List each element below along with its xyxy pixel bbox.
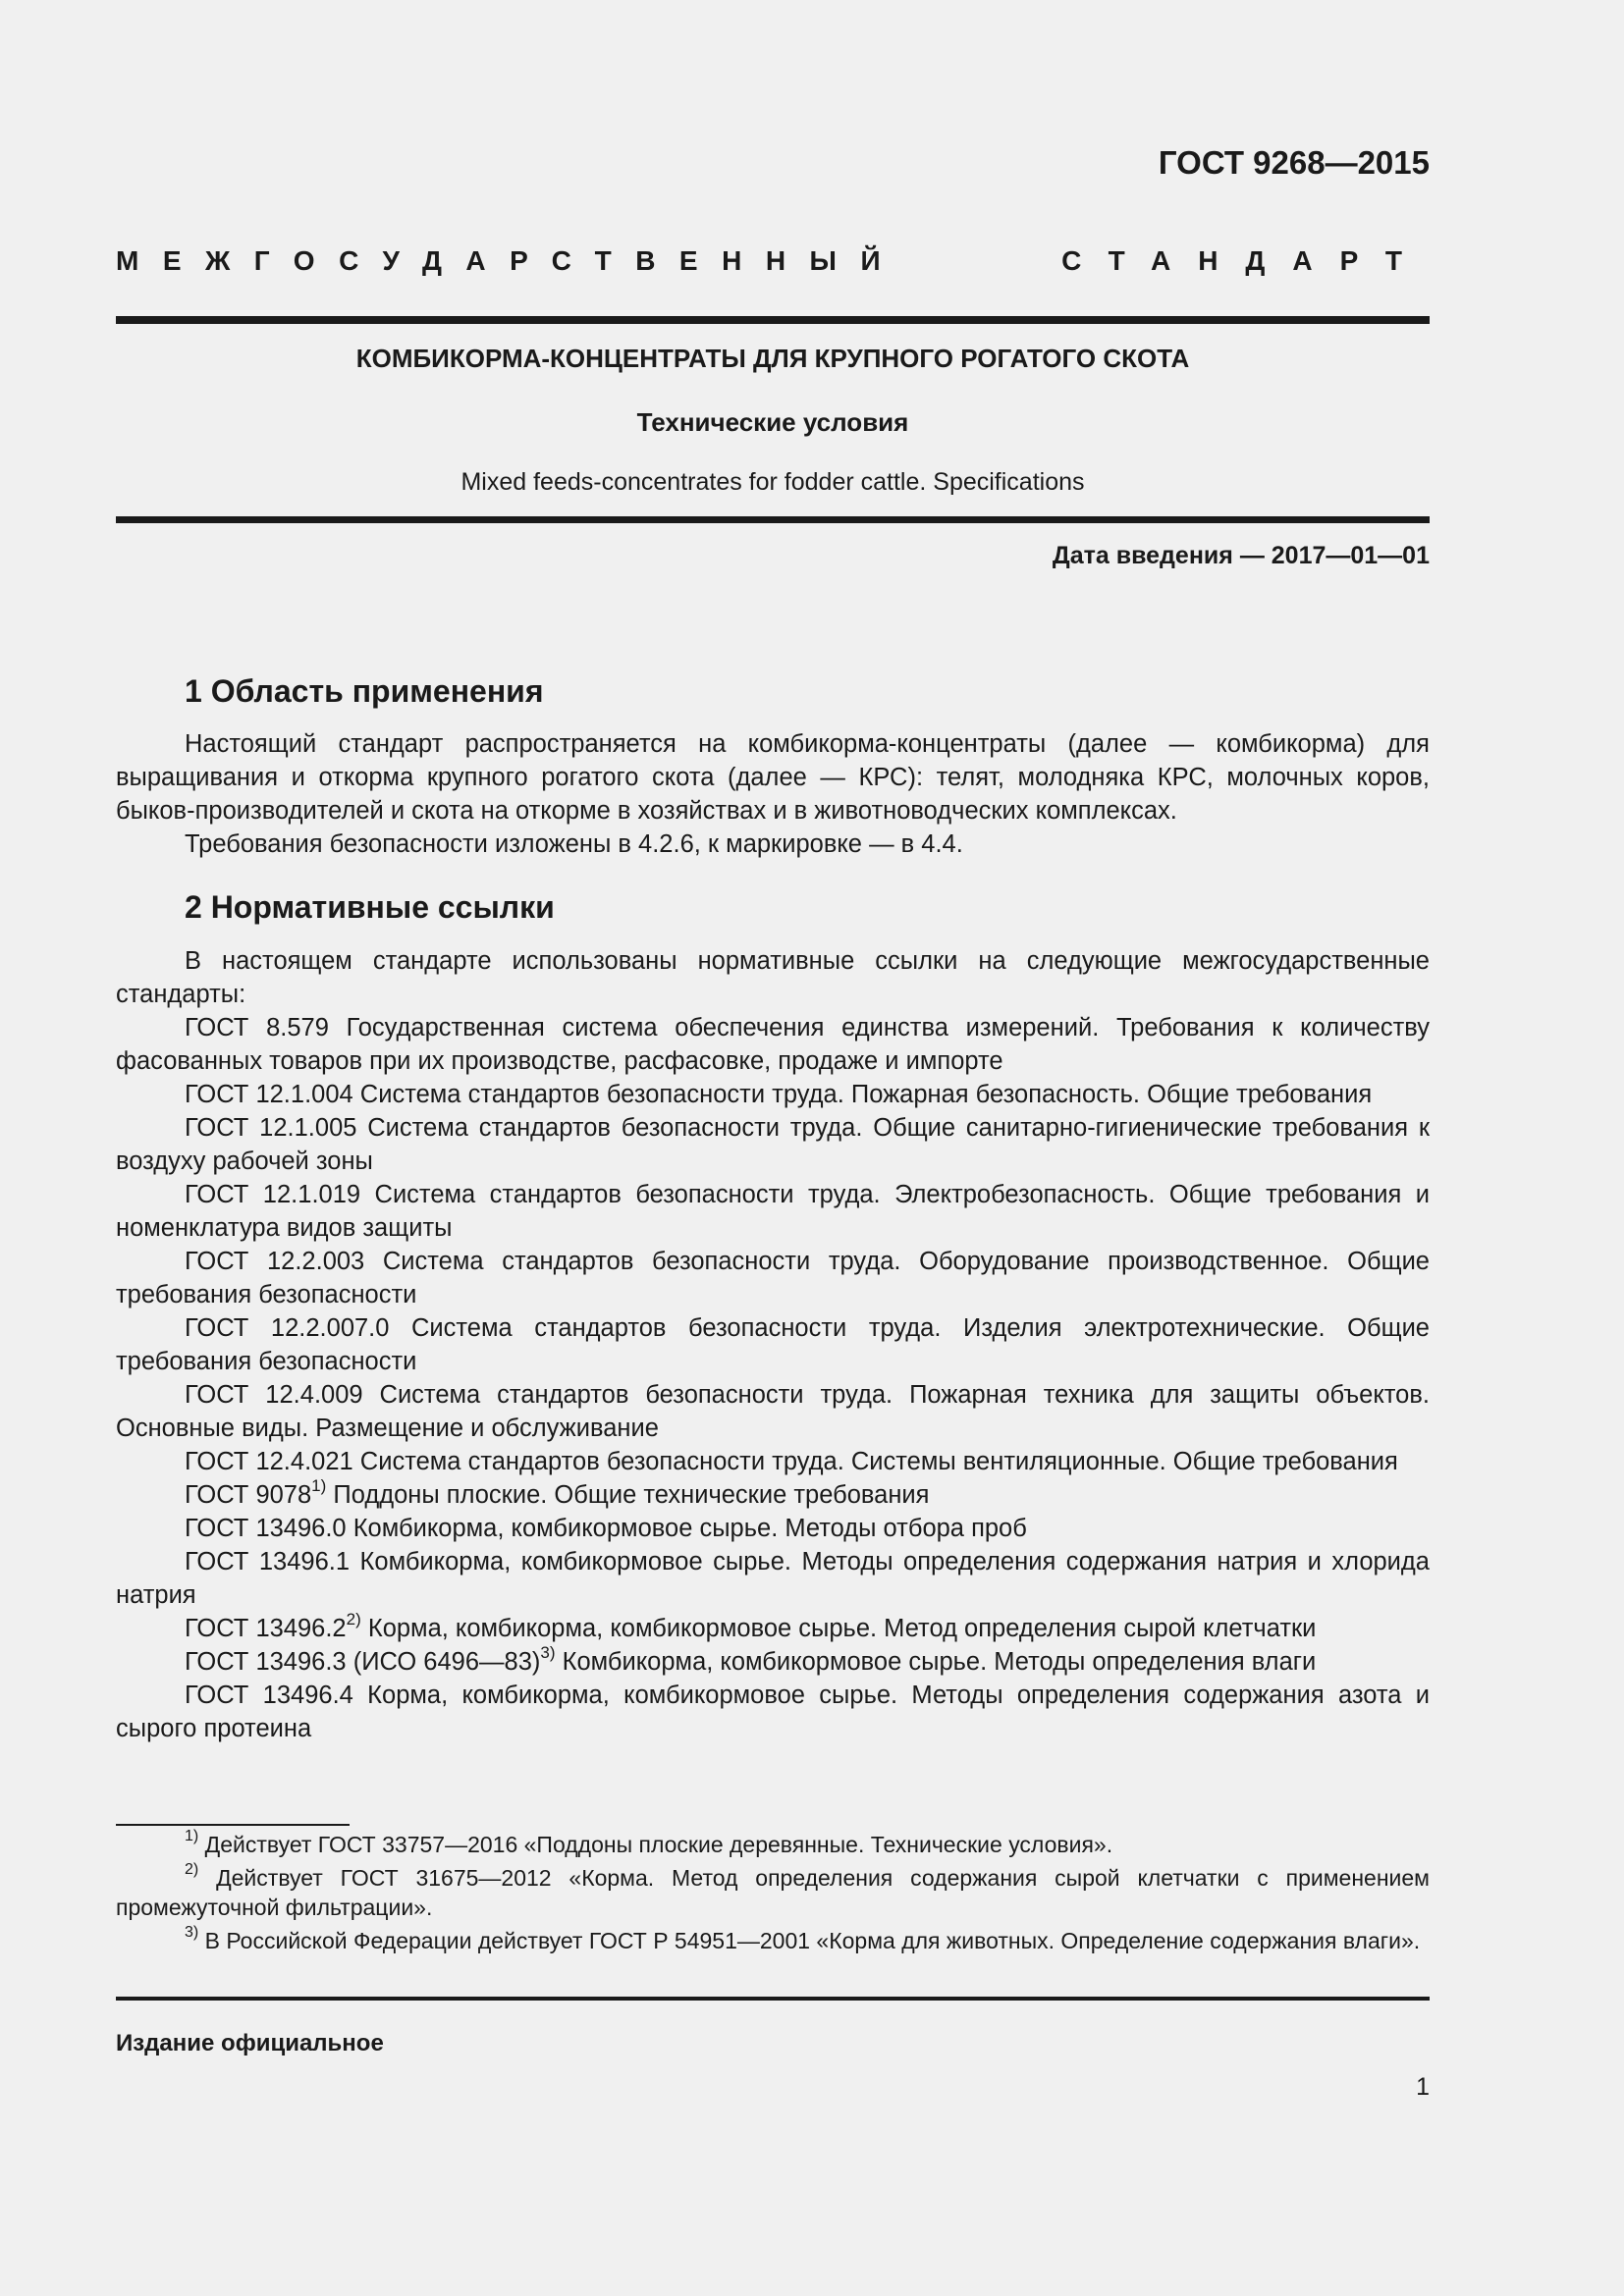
reference-item [116, 1642, 1430, 1679]
footnote-text: Действует ГОСТ 31675—2012 «Корма. Метод определения содержания сырой клетчатки с применением промежуточной фильтрации». [116, 1865, 1430, 1920]
title-bottom-rule [116, 516, 1430, 523]
reference-item [116, 1475, 1430, 1512]
references-intro: В настоящем стандарте использованы нормативные ссылки на следующие межгосударственные стандарты: [116, 947, 1430, 1008]
standard-code: ГОСТ 9268—2015 [1158, 144, 1430, 181]
footnote-mark: 2) [185, 1861, 199, 1879]
reference-title: Корма, комбикорма, комбикормовое сырье. Метод определения сырой клетчатки [360, 1615, 1317, 1642]
reference-item: ГОСТ 8.579 Государственная система обеспечения единства измерений. Требования к количеству фасованных товаров при их производстве, расфасовке, продаже и импорте [116, 1014, 1430, 1075]
reference-code: ГОСТ 13496.2 [185, 1615, 347, 1642]
section-1-paragraph: Требования безопасности изложены в 4.2.6, к маркировке — в 4.4. [185, 830, 963, 858]
footnote-separator [116, 1824, 350, 1826]
footnote [116, 1863, 1430, 1922]
reference-item: ГОСТ 12.1.004 Система стандартов безопасности труда. Пожарная безопасность. Общие требования [185, 1081, 1373, 1108]
reference-code: ГОСТ 9078 [185, 1481, 312, 1509]
reference-item: ГОСТ 13496.0 Комбикорма, комбикормовое сырье. Методы отбора проб [185, 1515, 1027, 1542]
introduction-date: Дата введения — 2017—01—01 [1052, 542, 1430, 569]
official-edition-label: Издание официальное [116, 2030, 384, 2056]
reference-item: ГОСТ 12.4.021 Система стандартов безопасности труда. Системы вентиляционные. Общие требования [185, 1448, 1398, 1475]
reference-title: Поддоны плоские. Общие технические требования [326, 1481, 930, 1509]
reference-item: ГОСТ 12.1.005 Система стандартов безопасности труда. Общие санитарно-гигиенические требования к воздуху рабочей зоны [116, 1114, 1430, 1175]
footnote-text: В Российской Федерации действует ГОСТ Р 54951—2001 «Корма для животных. Определение содержания влаги». [198, 1928, 1421, 1953]
reference-item: ГОСТ 13496.4 Корма, комбикорма, комбикормовое сырье. Методы определения содержания азота и сырого протеина [116, 1682, 1430, 1742]
footnote-mark: 1) [185, 1828, 199, 1845]
reference-item: ГОСТ 12.2.007.0 Система стандартов безопасности труда. Изделия электротехнические. Общие требования безопасности [116, 1314, 1430, 1375]
footnote [116, 1926, 1430, 1955]
page-number: 1 [1416, 2073, 1430, 2101]
section-2-body [116, 944, 1430, 1745]
footnotes [116, 1830, 1430, 1959]
banner-word-interstate: МЕЖГОСУДАРСТВЕННЫЙ [116, 245, 905, 276]
banner-word-standard: СТАНДАРТ [1061, 245, 1430, 276]
footnote-marker: 2) [346, 1609, 361, 1629]
section-1-paragraph: Настоящий стандарт распространяется на комбикорма-концентраты (далее — комбикорма) для выращивания и откорма крупного рогатого скота (далее — КРС): телят, молодняка КРС, молочных коров, быков-производителей и скота на откорме в хозяйствах и в животноводческих комплексах. [116, 730, 1430, 825]
footnote-mark: 3) [185, 1924, 199, 1942]
section-2-heading: 2 Нормативные ссылки [185, 889, 555, 925]
footnote [116, 1830, 1430, 1859]
standard-banner [116, 245, 1430, 277]
document-subtitle: Технические условия [636, 407, 909, 437]
top-rule [116, 316, 1430, 324]
footnote-marker: 3) [540, 1642, 556, 1662]
reference-item: ГОСТ 13496.1 Комбикорма, комбикормовое сырье. Методы определения содержания натрия и хлорида натрия [116, 1548, 1430, 1609]
bottom-rule [116, 1997, 1430, 2001]
reference-title: Комбикорма, комбикормовое сырье. Методы определения влаги [555, 1648, 1317, 1676]
english-title: Mixed feeds-concentrates for fodder cattle. Specifications [460, 468, 1085, 496]
reference-item: ГОСТ 12.1.019 Система стандартов безопасности труда. Электробезопасность. Общие требования и номенклатура видов защиты [116, 1181, 1430, 1242]
reference-item [116, 1609, 1430, 1645]
footnote-text: Действует ГОСТ 33757—2016 «Поддоны плоские деревянные. Технические условия». [198, 1832, 1113, 1857]
section-1-body [116, 727, 1430, 861]
footnote-marker: 1) [311, 1475, 327, 1495]
reference-item: ГОСТ 12.2.003 Система стандартов безопасности труда. Оборудование производственное. Общие требования безопасности [116, 1248, 1430, 1308]
reference-item: ГОСТ 12.4.009 Система стандартов безопасности труда. Пожарная техника для защиты объектов. Основные виды. Размещение и обслуживание [116, 1381, 1430, 1442]
reference-code: ГОСТ 13496.3 (ИСО 6496—83) [185, 1648, 541, 1676]
section-1-heading: 1 Область применения [185, 673, 544, 709]
document-title: КОМБИКОРМА-КОНЦЕНТРАТЫ ДЛЯ КРУПНОГО РОГАТОГО СКОТА [355, 344, 1190, 373]
